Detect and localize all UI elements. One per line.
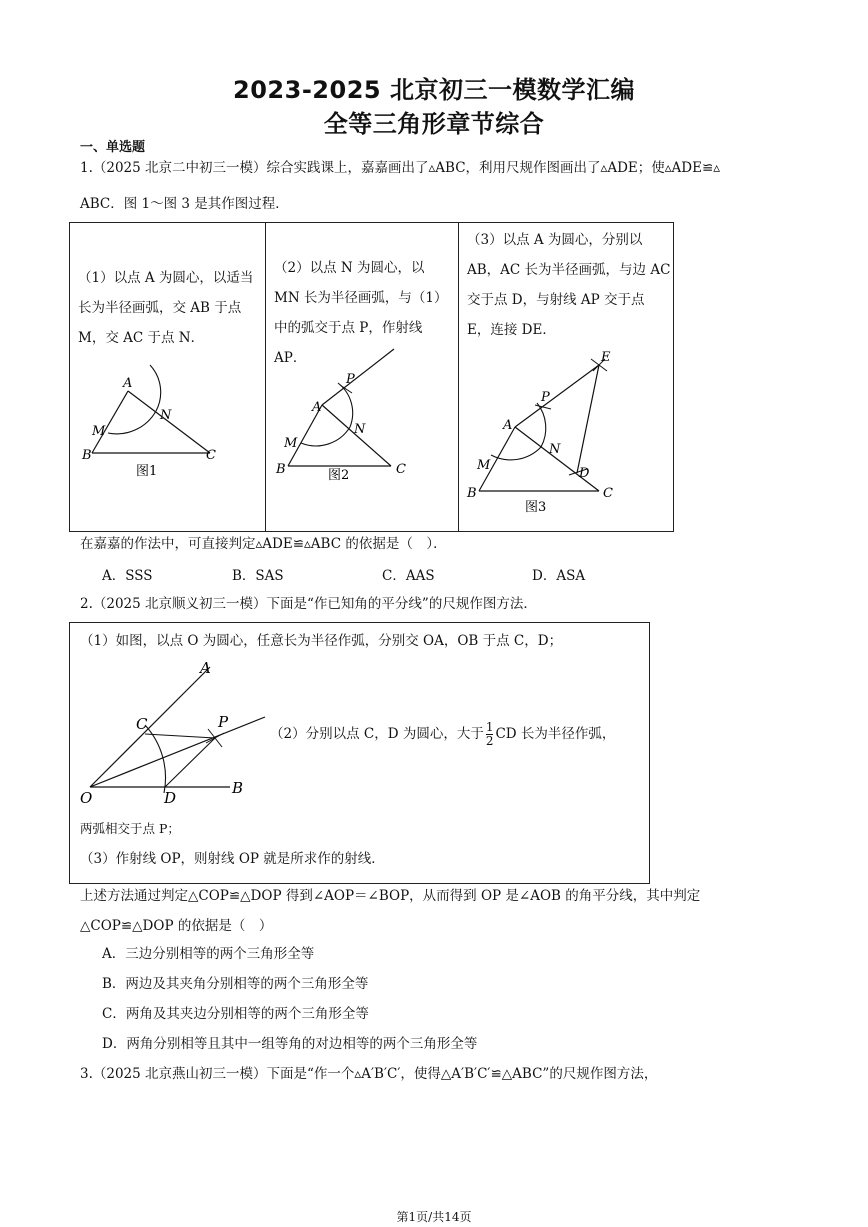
label-C: C	[603, 486, 613, 501]
q1-step1-cell	[70, 223, 265, 531]
q2-option-c[interactable]: C．两角及其夹边分别相等的两个三角形全等	[102, 1006, 369, 1022]
label-N: N	[549, 442, 561, 457]
q2-option-b[interactable]: B．两边及其夹角分别相等的两个三角形全等	[102, 976, 369, 992]
q1-stem-line2: ABC．图 1～图 3 是其作图过程．	[80, 196, 289, 212]
label-O: O	[80, 789, 93, 807]
q2-option-a[interactable]: A．三边分别相等的两个三角形全等	[102, 946, 315, 962]
label-D: D	[164, 789, 177, 807]
q1-step2-text: （2）以点 N 为圆心，以 MN 长为半径画弧，与（1）中的弧交于点 P，作射线 AP．	[274, 260, 448, 366]
q2-step2-b: CD 长为半径作弧，	[495, 726, 616, 742]
q1-figure1	[70, 363, 265, 483]
q2-frac-den: 2	[485, 734, 494, 748]
label-P: P	[541, 390, 550, 405]
label-C: C	[206, 448, 216, 463]
label-B: B	[467, 486, 477, 501]
doc-title-line1: 2023-2025 北京初三一模数学汇编	[233, 76, 635, 104]
q1-step1-text: （1）以点 A 为圆心，以适当长为半径画弧，交 AB 于点 M，交 AC 于点 N．	[78, 270, 254, 346]
q1-option-a[interactable]: A．SSS	[102, 568, 153, 584]
label-A: A	[312, 400, 322, 415]
label-B: B	[276, 462, 286, 477]
label-E: E	[601, 350, 611, 365]
label-A: A	[503, 418, 513, 433]
q1-steps-table	[69, 222, 674, 532]
q2-step3: （3）作射线 OP，则射线 OP 就是所求作的射线．	[80, 851, 385, 867]
q2-step2	[270, 721, 615, 748]
q1-figure2-caption: 图2	[328, 468, 350, 481]
q2-half-fraction	[486, 721, 494, 748]
q2-frac-num: 1	[485, 720, 494, 734]
q1-figure3	[459, 345, 674, 525]
label-A: A	[200, 659, 211, 677]
label-B: B	[232, 779, 244, 797]
q1-question: 在嘉嘉的作法中，可直接判定▵ADE≌▵ABC 的依据是（ ）．	[80, 536, 447, 552]
q1-option-c[interactable]: C．AAS	[382, 568, 435, 584]
label-N: N	[354, 422, 366, 437]
label-P: P	[218, 713, 229, 731]
q2-question-line1: 上述方法通过判定△COP≌△DOP 得到∠AOP＝∠BOP，从而得到 OP 是∠AOB 的角平分线，其中判定	[80, 888, 701, 904]
q2-stem: 2.（2025 北京顺义初三一模）下面是“作已知角的平分线”的尺规作图方法．	[80, 596, 537, 612]
q1-figure3-caption: 图3	[525, 500, 547, 515]
label-A: A	[123, 376, 133, 391]
label-N: N	[160, 408, 172, 423]
q1-option-b[interactable]: B．SAS	[232, 568, 284, 584]
q2-step1: （1）如图，以点 O 为圆心，任意长为半径作弧，分别交 OA，OB 于点 C，D；	[80, 633, 563, 649]
label-D: D	[579, 466, 590, 481]
label-C: C	[136, 715, 148, 733]
label-M: M	[477, 458, 491, 473]
q1-step3-text: （3）以点 A 为圆心，分别以 AB，AC 长为半径画弧，与边 AC 交于点 D，与射线 AP 交于点 E，连接 DE．	[467, 232, 671, 338]
label-B: B	[82, 448, 92, 463]
q2-method-box	[69, 622, 650, 884]
label-C: C	[396, 462, 406, 477]
section-heading: 一、单选题	[80, 140, 146, 155]
q3-stem: 3.（2025 北京燕山初三一模）下面是“作一个▵A′B′C′，使得△A′B′C′≌△ABC”的尺规作图方法，	[80, 1066, 658, 1082]
doc-title-line2: 全等三角形章节综合	[323, 110, 545, 138]
label-M: M	[92, 424, 106, 439]
q1-step3-cell	[458, 223, 673, 531]
page-footer: 第1页/共14页	[396, 1210, 472, 1224]
q1-figure2	[266, 341, 459, 481]
q2-step2-cont: 两弧相交于点 P；	[80, 821, 180, 836]
label-P: P	[346, 372, 355, 387]
q2-step2-a: （2）分别以点 C，D 为圆心，大于	[270, 726, 484, 742]
q2-option-d[interactable]: D．两角分别相等且其中一组等角的对边相等的两个三角形全等	[102, 1036, 478, 1052]
q2-question-line2: △COP≌△DOP 的依据是（ ）	[80, 918, 273, 934]
label-M: M	[284, 436, 298, 451]
q1-stem-line1: 1.（2025 北京二中初三一模）综合实践课上，嘉嘉画出了▵ABC，利用尺规作图画出了▵ADE；使▵ADE≌▵	[80, 160, 721, 176]
q1-step2-cell	[265, 223, 458, 531]
q1-option-d[interactable]: D．ASA	[532, 568, 586, 584]
q1-figure1-caption: 图1	[136, 464, 158, 479]
